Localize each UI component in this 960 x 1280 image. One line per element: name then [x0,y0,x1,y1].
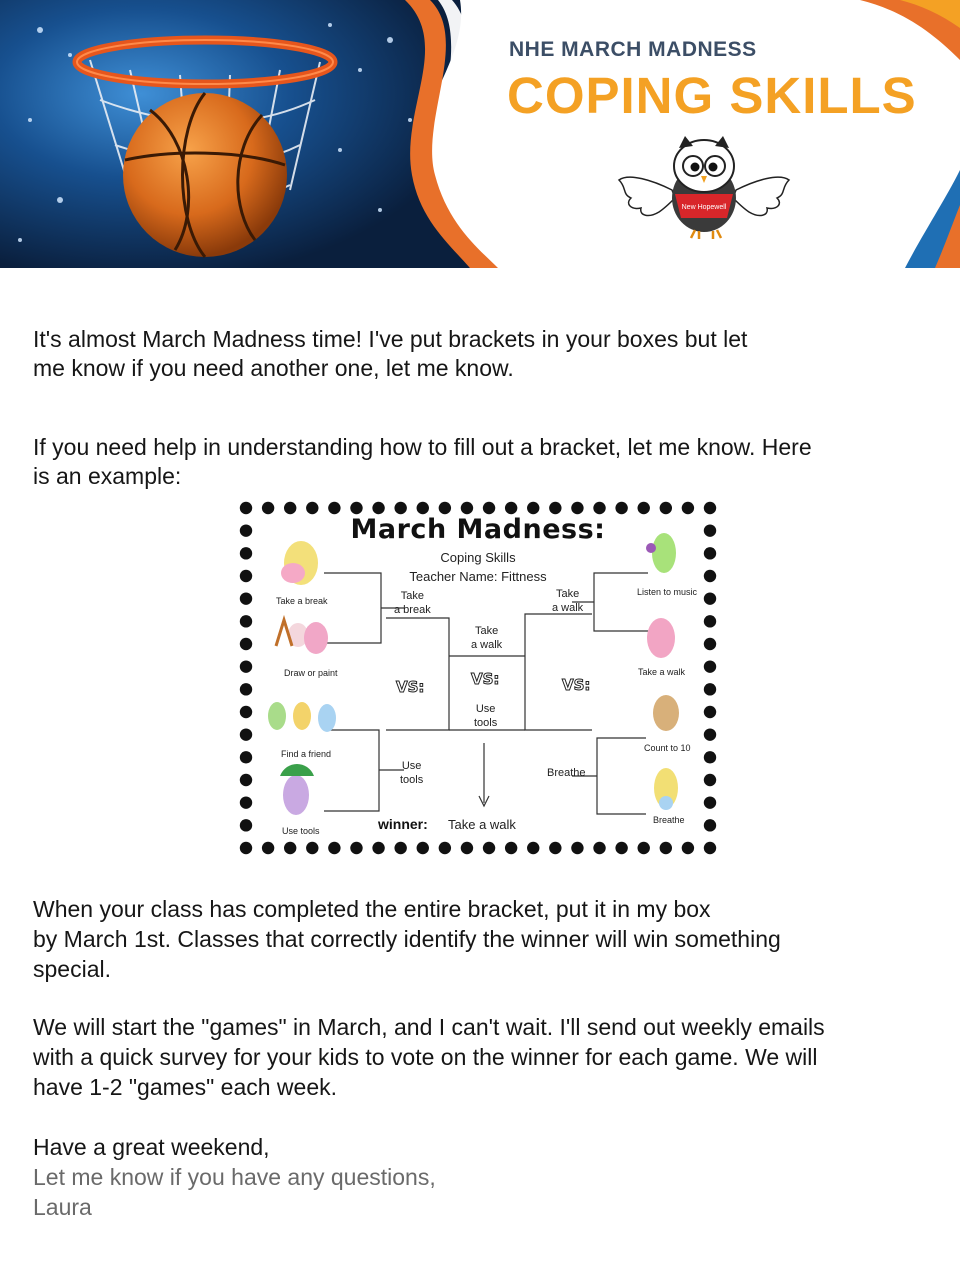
winner-value: Take a walk [448,817,516,832]
border-dot [704,774,716,786]
border-dot [704,660,716,672]
border-dot [240,728,252,740]
border-dot [527,502,539,514]
border-dot [240,819,252,831]
border-dot [262,502,274,514]
vs-right: VS: [562,676,591,694]
border-dot [372,842,384,854]
border-dot [394,842,406,854]
banner-title: COPING SKILLS [507,67,917,124]
border-dot [483,842,495,854]
border-dot [262,842,274,854]
round2-top: Take a walk [471,625,503,651]
border-dot [328,502,340,514]
games-line-2: with a quick survey for your kids to vote on the winner for each game. We will [33,1044,818,1070]
border-dot [660,502,672,514]
border-dot [350,502,362,514]
right-item-1: Listen to music [637,587,698,597]
border-dot [240,502,252,514]
banner-subtitle: NHE MARCH MADNESS [509,38,757,61]
border-dot [615,842,627,854]
bracket-subtitle: Coping Skills [440,550,516,565]
round1-right-bottom: Breathe [547,767,586,779]
header-banner [0,0,960,268]
border-dot [328,842,340,854]
border-dot [240,660,252,672]
border-dot [240,592,252,604]
border-dot [284,842,296,854]
border-dot [372,502,384,514]
bracket-title: March Madness: [350,514,606,545]
left-item-4: Use tools [282,826,320,836]
border-dot [704,751,716,763]
basketball-banner-art [0,0,960,268]
border-dot [240,751,252,763]
border-dot [704,683,716,695]
round1-left-top: Take a break [394,590,431,616]
border-dot [638,502,650,514]
owl-mascot-logo [617,128,791,256]
completion-line-1: When your class has completed the entire bracket, put it in my box [33,896,711,922]
border-dot [350,842,362,854]
border-dot [394,502,406,514]
games-line-3: have 1-2 "games" each week. [33,1074,337,1100]
border-dot [439,502,451,514]
border-dot [284,502,296,514]
round1-left-bottom: Use tools [400,760,424,786]
border-dot [571,842,583,854]
border-dot [483,502,495,514]
right-item-4: Breathe [653,815,685,825]
intro-line-1: It's almost March Madness time! I've put brackets in your boxes but let [33,326,748,352]
closing-questions: Let me know if you have any questions, [33,1164,436,1190]
completion-line-2: by March 1st. Classes that correctly identify the winner will win something [33,926,781,952]
winner-label: winner: [378,816,428,832]
vs-left: VS: [396,678,425,696]
border-dot [417,502,429,514]
bracket-example-image [236,498,720,858]
closing-paragraph [33,1132,913,1222]
border-dot [439,842,451,854]
bracket-teacher: Teacher Name: Fittness [409,569,547,584]
border-dot [704,706,716,718]
border-dot [704,819,716,831]
help-line-2: is an example: [33,463,182,489]
border-dot [417,842,429,854]
border-dot [593,502,605,514]
border-dot [704,842,716,854]
border-dot [240,615,252,627]
left-item-3: Find a friend [281,749,332,759]
border-dot [240,706,252,718]
help-paragraph [33,433,933,491]
border-dot [660,842,672,854]
border-dot [461,842,473,854]
border-dot [682,842,694,854]
border-dot [505,842,517,854]
border-dot [704,728,716,740]
games-line-1: We will start the "games" in March, and I can't wait. I'll send out weekly emails [33,1014,825,1040]
left-item-1: Take a break [276,596,328,606]
border-dot [461,502,473,514]
border-dot [571,502,583,514]
owl-sash-text: New Hopewell [681,204,727,211]
border-dot [505,502,517,514]
round1-right-top: Take a walk [552,588,584,614]
right-item-3: Count to 10 [644,743,691,753]
border-dot [682,502,694,514]
border-dot [638,842,650,854]
vs-center: VS: [471,670,500,688]
help-line-1: If you need help in understanding how to fill out a bracket, let me know. Here [33,434,812,460]
intro-paragraph [33,325,863,383]
border-dot [240,842,252,854]
border-dot [240,774,252,786]
completion-line-3: special. [33,956,111,982]
border-dot [704,615,716,627]
border-dot [704,638,716,650]
signature: Laura [33,1194,92,1220]
border-dot [240,638,252,650]
border-dot [593,842,605,854]
completion-paragraph [33,894,913,984]
games-paragraph [33,1012,933,1102]
border-dot [240,683,252,695]
intro-line-2: me know if you need another one, let me know. [33,355,514,381]
border-dot [306,502,318,514]
right-item-2: Take a walk [638,667,686,677]
border-dot [615,502,627,514]
round2-bottom: Use tools [474,703,498,729]
border-dot [549,842,561,854]
border-dot [704,592,716,604]
border-dot [704,502,716,514]
border-dot [240,796,252,808]
left-item-2: Draw or paint [284,668,338,678]
border-dot [306,842,318,854]
border-dot [549,502,561,514]
border-dot [704,796,716,808]
border-dot [527,842,539,854]
closing-greeting: Have a great weekend, [33,1134,270,1160]
